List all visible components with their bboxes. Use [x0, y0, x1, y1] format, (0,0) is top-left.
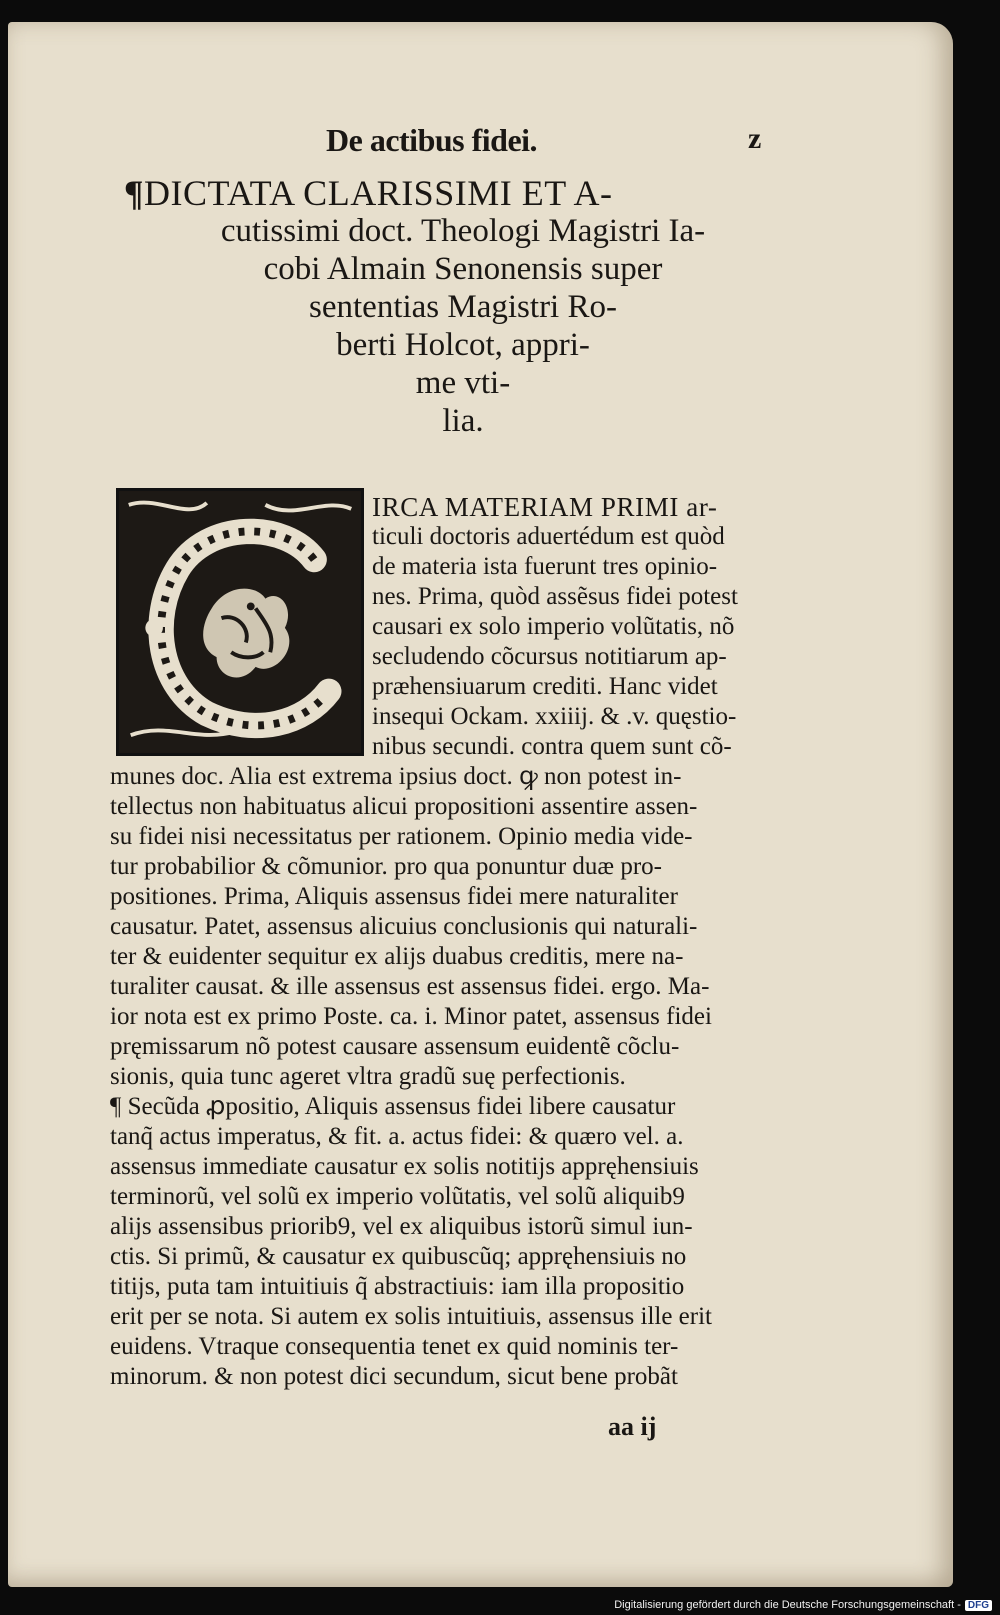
text-line: tanq̃ actus imperatus, & fit. a. actus fidei: & quæro vel. a. — [110, 1123, 684, 1150]
text-line: secludendo cõcursus notitiarum ap- — [372, 643, 727, 670]
text-line: minorum. & non potest dici secundum, sicut bene probãt — [110, 1363, 678, 1390]
text-line: ter & euidenter sequitur ex alijs duabus creditis, mere na- — [110, 943, 684, 970]
dfg-logo-icon: DFG — [965, 1600, 992, 1611]
text-line: tur probabilior & cõmunior. pro qua ponuntur duæ pro- — [110, 853, 663, 880]
digitization-credit — [614, 1599, 992, 1611]
text-line: nes. Prima, quòd assẽsus fidei potest — [372, 583, 738, 610]
title-line: me vti- — [415, 365, 511, 401]
opening-paragraph — [372, 492, 812, 762]
woodcut-initial-icon — [119, 491, 361, 753]
text-line: erit per se nota. Si autem ex solis intuitiuis, assensus ille erit — [110, 1303, 712, 1330]
title-line: ¶DICTATA CLARISSIMI ET A- — [124, 173, 613, 213]
text-line: munes doc. Alia est extrema ipsius doct. ꝙ non potest in- — [110, 763, 682, 790]
text-line: ticuli doctoris aduertédum est quòd — [372, 523, 725, 550]
credit-text: Digitalisierung gefördert durch die Deutsche Forschungsgemeinschaft - — [614, 1599, 961, 1611]
text-line: nibus secundi. contra quem sunt cõ- — [372, 733, 732, 760]
text-line: positiones. Prima, Aliquis assensus fidei mere naturaliter — [110, 883, 678, 910]
text-line: pręmissarum nõ potest causare assensum euidentẽ cõclu- — [110, 1033, 680, 1060]
title-line: lia. — [442, 403, 484, 439]
text-line: IRCA MATERIAM PRIMI ar- — [372, 492, 718, 522]
text-line: ior nota est ex primo Poste. ca. i. Minor patet, assensus fidei — [110, 1003, 712, 1030]
pilcrow-icon: ¶ — [124, 173, 144, 213]
title-line: berti Holcot, appri- — [336, 327, 590, 363]
title-line: cobi Almain Senonensis super — [263, 251, 663, 287]
catchword: aa ij — [608, 1412, 657, 1441]
text-line: turaliter causat. & ille assensus est assensus fidei. ergo. Ma- — [110, 973, 710, 1000]
text-line: tellectus non habituatus alicui propositioni assentire assen- — [110, 793, 698, 820]
text-line: causari ex solo imperio volũtatis, nõ — [372, 613, 735, 640]
title-block — [118, 174, 808, 440]
text-line: ¶ Secũda ꝓpositio, Aliquis assensus fidei libere causatur — [110, 1093, 676, 1120]
body-text — [110, 762, 810, 1392]
text-line: titijs, puta tam intuitiuis q̃ abstractiuis: iam illa propositio — [110, 1273, 685, 1300]
title-line: cutissimi doct. Theologi Magistri Ia- — [220, 213, 706, 249]
text-line: euidens. Vtraque consequentia tenet ex quid nominis ter- — [110, 1333, 679, 1360]
decorated-initial-c — [116, 488, 364, 756]
running-head: De actibus fidei. — [326, 122, 538, 158]
text-line: sionis, quia tunc ageret vltra gradũ suę perfectionis. — [110, 1063, 626, 1090]
book-page — [8, 22, 953, 1587]
text-line: alijs assensibus priorib9, vel ex aliquibus istorũ simul iun- — [110, 1213, 693, 1240]
text-line: su fidei nisi necessitatus per rationem. Opinio media vide- — [110, 823, 693, 850]
text-line: insequi Ockam. xxiiij. & .v. quęstio- — [372, 703, 737, 730]
folio-mark: z — [748, 122, 762, 155]
title-line: sententias Magistri Ro- — [309, 289, 617, 325]
text-line: præhensiuarum crediti. Hanc videt — [372, 673, 718, 700]
text-line: causatur. Patet, assensus alicuius conclusionis qui naturali- — [110, 913, 698, 940]
text-line: de materia ista fuerunt tres opinio- — [372, 553, 718, 580]
text-line: terminorũ, vel solũ ex imperio volũtatis, vel solũ aliquib9 — [110, 1183, 685, 1210]
text-line: ctis. Si primũ, & causatur ex quibuscũq; appręhensiuis no — [110, 1243, 687, 1270]
text-line: assensus immediate causatur ex solis notitijs appręhensiuis — [110, 1153, 699, 1180]
